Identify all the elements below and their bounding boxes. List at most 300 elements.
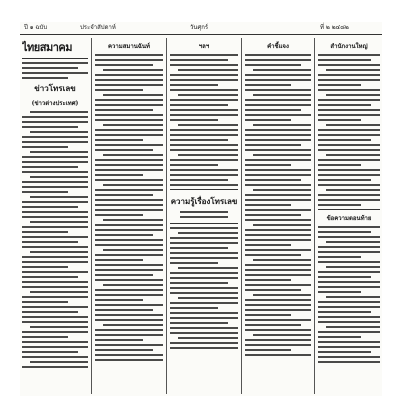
text-line <box>318 79 380 81</box>
text-line <box>95 209 163 211</box>
text-line <box>95 234 153 236</box>
text-line <box>22 351 78 353</box>
text-line <box>95 299 143 301</box>
text-line <box>30 111 88 113</box>
text-line <box>245 114 311 116</box>
text-line <box>170 277 238 279</box>
text-line <box>22 236 88 238</box>
text-line <box>95 319 163 321</box>
headline: ข่าวโทรเลข <box>34 83 76 93</box>
text-line <box>95 89 143 91</box>
text-line <box>22 356 88 358</box>
text-line <box>253 224 311 226</box>
text-line <box>22 116 88 118</box>
text-line <box>170 287 238 289</box>
newspaper-page <box>20 22 382 396</box>
text-line <box>180 216 228 218</box>
text-line <box>318 194 380 196</box>
text-line <box>22 331 88 333</box>
boxed-heading-text: ความรู้เรื่องโทรเลข <box>170 196 238 206</box>
text-line <box>170 149 238 151</box>
text-line <box>245 319 311 321</box>
text-line <box>318 291 361 293</box>
text-line <box>318 114 380 116</box>
text-line <box>95 159 163 161</box>
text-line <box>95 359 163 361</box>
text-line <box>95 339 143 341</box>
text-line <box>95 164 163 166</box>
text-line <box>245 314 291 316</box>
text-line <box>170 327 238 329</box>
text-line <box>318 159 380 161</box>
text-line <box>245 344 311 346</box>
text-line <box>170 332 238 334</box>
text-line <box>318 256 361 258</box>
text-line <box>326 296 380 298</box>
text-line <box>95 119 163 121</box>
text-line <box>318 64 380 66</box>
text-line <box>178 94 238 96</box>
text-line <box>22 286 88 288</box>
text-line <box>22 226 88 228</box>
text-line <box>170 302 238 304</box>
text-line <box>95 279 163 281</box>
text-line <box>170 227 238 229</box>
text-line <box>170 109 238 111</box>
text-line <box>326 266 380 268</box>
text-line <box>318 356 380 358</box>
text-line <box>170 252 238 254</box>
text-line <box>170 184 238 186</box>
text-line <box>95 344 163 346</box>
text-line <box>22 141 88 143</box>
text-line <box>318 99 380 101</box>
text-line <box>95 254 163 256</box>
text-line <box>318 341 380 343</box>
text-line <box>22 181 88 183</box>
text-line <box>22 146 68 148</box>
text-line <box>22 136 88 138</box>
text-line <box>253 259 311 261</box>
text-line <box>22 276 78 278</box>
text-line <box>170 347 238 349</box>
text-line <box>95 259 143 261</box>
text-line <box>170 104 228 106</box>
text-line <box>95 189 163 191</box>
text-line <box>318 261 380 263</box>
text-line <box>95 139 143 141</box>
text-line <box>326 326 380 328</box>
text-line <box>170 134 238 136</box>
text-line <box>170 292 238 294</box>
column-4 <box>245 38 311 396</box>
text-line <box>103 284 163 286</box>
header-weekly: ประจำสัปดาห์ <box>80 24 116 31</box>
text-line <box>22 321 88 323</box>
text-line <box>95 314 163 316</box>
text-line <box>30 326 88 328</box>
text-line <box>318 89 380 91</box>
text-line <box>245 59 311 61</box>
text-line <box>178 337 238 339</box>
text-line <box>318 251 380 253</box>
text-line <box>170 139 228 141</box>
text-line <box>95 354 163 356</box>
text-line <box>30 196 88 198</box>
text-line <box>170 59 228 61</box>
text-line <box>95 274 153 276</box>
text-line <box>245 209 311 211</box>
text-line <box>170 237 238 239</box>
text-line <box>103 69 163 71</box>
text-line <box>318 59 371 61</box>
text-line <box>95 149 153 151</box>
text-line <box>318 169 380 171</box>
text-line <box>318 54 380 56</box>
text-line <box>318 174 380 176</box>
section-heading: ความสมานฉันท์ <box>108 43 150 50</box>
column-divider <box>166 38 167 394</box>
text-line <box>245 169 311 171</box>
text-line <box>22 296 88 298</box>
text-line <box>245 184 311 186</box>
text-line <box>95 204 163 206</box>
text-line <box>253 124 311 126</box>
column-3 <box>170 38 238 396</box>
text-line <box>95 59 163 61</box>
text-line <box>318 204 361 206</box>
text-line <box>245 159 311 161</box>
text-line <box>170 99 238 101</box>
section-heading: ฯลฯ <box>198 43 210 50</box>
text-line <box>22 271 88 273</box>
text-line <box>245 179 301 181</box>
text-line <box>318 306 380 308</box>
text-line <box>95 84 163 86</box>
text-line <box>103 184 163 186</box>
text-line <box>318 149 380 151</box>
text-line <box>22 216 88 218</box>
text-line <box>95 74 163 76</box>
text-line <box>95 269 163 271</box>
text-line <box>22 166 78 168</box>
text-line <box>22 67 78 69</box>
text-line <box>253 189 311 191</box>
text-line <box>170 159 238 161</box>
text-line <box>103 219 163 221</box>
text-line <box>318 236 380 238</box>
text-line <box>95 179 163 181</box>
text-line <box>95 309 153 311</box>
text-line <box>245 89 311 91</box>
text-line <box>245 64 301 66</box>
text-line <box>318 301 380 303</box>
text-line <box>245 74 311 76</box>
text-line <box>318 199 380 201</box>
text-line <box>95 134 163 136</box>
text-line <box>95 104 163 106</box>
text-line <box>318 74 380 76</box>
text-line <box>245 324 301 326</box>
text-line <box>253 294 311 296</box>
text-line <box>326 241 380 243</box>
text-line <box>170 64 238 66</box>
text-line <box>253 154 311 156</box>
text-line <box>318 104 371 106</box>
text-line <box>318 134 380 136</box>
text-line <box>22 211 88 213</box>
text-line <box>245 54 311 56</box>
text-line <box>170 114 238 116</box>
text-line <box>30 151 88 153</box>
text-line <box>103 154 163 156</box>
text-line <box>178 124 238 126</box>
text-line <box>170 144 238 146</box>
text-line <box>245 239 311 241</box>
text-line <box>95 224 163 226</box>
text-line <box>103 249 163 251</box>
text-line <box>95 229 163 231</box>
text-line <box>318 184 380 186</box>
text-line <box>22 156 88 158</box>
text-line <box>22 366 88 368</box>
text-line <box>30 131 88 133</box>
subheading: (ข่าวต่างประเทศ) <box>31 100 79 107</box>
text-line <box>95 109 153 111</box>
text-line <box>170 54 238 56</box>
text-line <box>30 221 88 223</box>
text-line <box>318 246 380 248</box>
text-line <box>170 79 238 81</box>
text-line <box>22 266 68 268</box>
text-line <box>326 154 380 156</box>
text-line <box>170 307 218 309</box>
text-line <box>22 246 88 248</box>
text-line <box>245 304 311 306</box>
text-line <box>95 329 163 331</box>
text-line <box>245 109 301 111</box>
header-day: วันศุกร์ <box>190 24 209 31</box>
text-line <box>170 312 238 314</box>
text-line <box>22 256 88 258</box>
text-line <box>318 331 380 333</box>
text-line <box>95 199 163 201</box>
masthead-title: ไทยสมาคม <box>22 38 88 59</box>
text-line <box>95 334 163 336</box>
text-line <box>318 84 361 86</box>
text-line <box>318 361 380 363</box>
text-line <box>95 129 163 131</box>
column-divider <box>314 38 315 394</box>
text-line <box>326 94 380 96</box>
text-line <box>318 226 380 228</box>
text-line <box>245 104 311 106</box>
text-line <box>318 286 380 288</box>
text-line <box>170 174 238 176</box>
text-line <box>170 317 238 319</box>
text-line <box>245 329 311 331</box>
text-line <box>318 321 380 323</box>
text-line <box>245 79 311 81</box>
text-line <box>30 361 88 363</box>
text-line <box>245 274 311 276</box>
text-line <box>170 272 238 274</box>
text-line <box>30 176 88 178</box>
column-5 <box>318 38 380 396</box>
text-line <box>170 164 218 166</box>
text-line <box>245 84 291 86</box>
text-line <box>22 346 88 348</box>
text-line <box>245 289 301 291</box>
text-line <box>318 231 371 233</box>
text-line <box>95 169 163 171</box>
text-line <box>178 154 238 156</box>
text-line <box>245 164 291 166</box>
text-line <box>245 234 311 236</box>
text-line <box>170 322 228 324</box>
text-line <box>103 324 163 326</box>
text-line <box>253 69 311 71</box>
text-line <box>170 262 218 264</box>
text-line <box>245 354 311 356</box>
text-line <box>95 239 163 241</box>
text-line <box>245 299 311 301</box>
text-line <box>245 279 291 281</box>
text-line <box>245 269 311 271</box>
section-rule <box>318 209 380 210</box>
text-line <box>22 121 88 123</box>
text-line <box>22 161 88 163</box>
text-line <box>170 89 238 91</box>
header-date: ที่ ๒ ๒๔๘๒ <box>320 24 349 31</box>
text-line <box>22 281 88 283</box>
text-line <box>30 291 88 293</box>
text-line <box>22 186 88 188</box>
text-line <box>170 247 228 249</box>
text-line <box>170 129 238 131</box>
text-line <box>245 99 311 101</box>
text-line <box>253 94 311 96</box>
text-line <box>22 126 78 128</box>
text-line <box>245 174 311 176</box>
text-line <box>95 144 163 146</box>
text-line <box>318 346 380 348</box>
text-line <box>318 311 371 313</box>
text-line <box>22 77 68 79</box>
section-heading: ข้อความตอนท้าย <box>326 215 372 222</box>
text-line <box>95 114 163 116</box>
text-line <box>170 242 238 244</box>
text-line <box>95 194 153 196</box>
text-line <box>318 179 371 181</box>
text-line <box>170 179 228 181</box>
text-line <box>95 64 153 66</box>
column-2 <box>95 38 163 396</box>
text-line <box>245 249 311 251</box>
text-line <box>22 301 68 303</box>
text-line <box>170 282 228 284</box>
text-line <box>178 267 238 269</box>
text-line <box>22 316 88 318</box>
text-line <box>245 214 301 216</box>
text-line <box>245 144 301 146</box>
text-line <box>245 244 291 246</box>
text-line <box>245 219 311 221</box>
text-line <box>245 204 291 206</box>
section-heading: สำนักงานใหญ่ <box>330 43 368 50</box>
text-line <box>318 336 361 338</box>
text-line <box>245 194 311 196</box>
text-line <box>95 79 163 81</box>
text-line <box>170 169 238 171</box>
text-line <box>245 149 311 151</box>
text-line <box>103 124 163 126</box>
text-line <box>170 342 238 344</box>
text-line <box>245 129 311 131</box>
column-divider <box>91 38 92 394</box>
text-line <box>95 264 163 266</box>
text-line <box>22 72 88 74</box>
text-line <box>22 231 68 233</box>
text-line <box>180 211 228 213</box>
text-line <box>318 109 380 111</box>
column-1 <box>22 38 88 396</box>
header-issue: ปี ๑ ฉบับ <box>24 24 48 31</box>
text-line <box>318 316 380 318</box>
text-line <box>318 129 380 131</box>
text-line <box>170 119 218 121</box>
text-line <box>22 261 88 263</box>
text-line <box>318 271 380 273</box>
text-line <box>95 174 143 176</box>
text-line <box>318 144 380 146</box>
text-line <box>326 124 380 126</box>
text-line <box>22 241 78 243</box>
text-line <box>22 341 88 343</box>
boxed-heading <box>170 189 238 224</box>
text-line <box>245 339 311 341</box>
text-line <box>178 297 238 299</box>
page-header <box>20 22 382 35</box>
section-heading: คำชี้แจง <box>267 43 289 50</box>
text-line <box>245 309 311 311</box>
text-line <box>245 264 311 266</box>
text-line <box>95 349 153 351</box>
text-line <box>318 119 361 121</box>
text-line <box>95 99 163 101</box>
text-line <box>253 334 311 336</box>
text-line <box>95 214 143 216</box>
text-line <box>318 351 371 353</box>
text-line <box>22 336 68 338</box>
text-line <box>245 229 311 231</box>
text-line <box>22 306 88 308</box>
text-line <box>22 171 88 173</box>
text-line <box>170 257 238 259</box>
text-line <box>245 199 311 201</box>
text-line <box>170 84 218 86</box>
column-divider <box>241 38 242 394</box>
text-line <box>326 189 380 191</box>
text-line <box>22 311 78 313</box>
text-line <box>245 349 291 351</box>
text-line <box>95 304 163 306</box>
text-line <box>22 191 68 193</box>
text-line <box>178 69 238 71</box>
text-line <box>95 289 163 291</box>
text-line <box>318 164 361 166</box>
text-line <box>318 139 371 141</box>
